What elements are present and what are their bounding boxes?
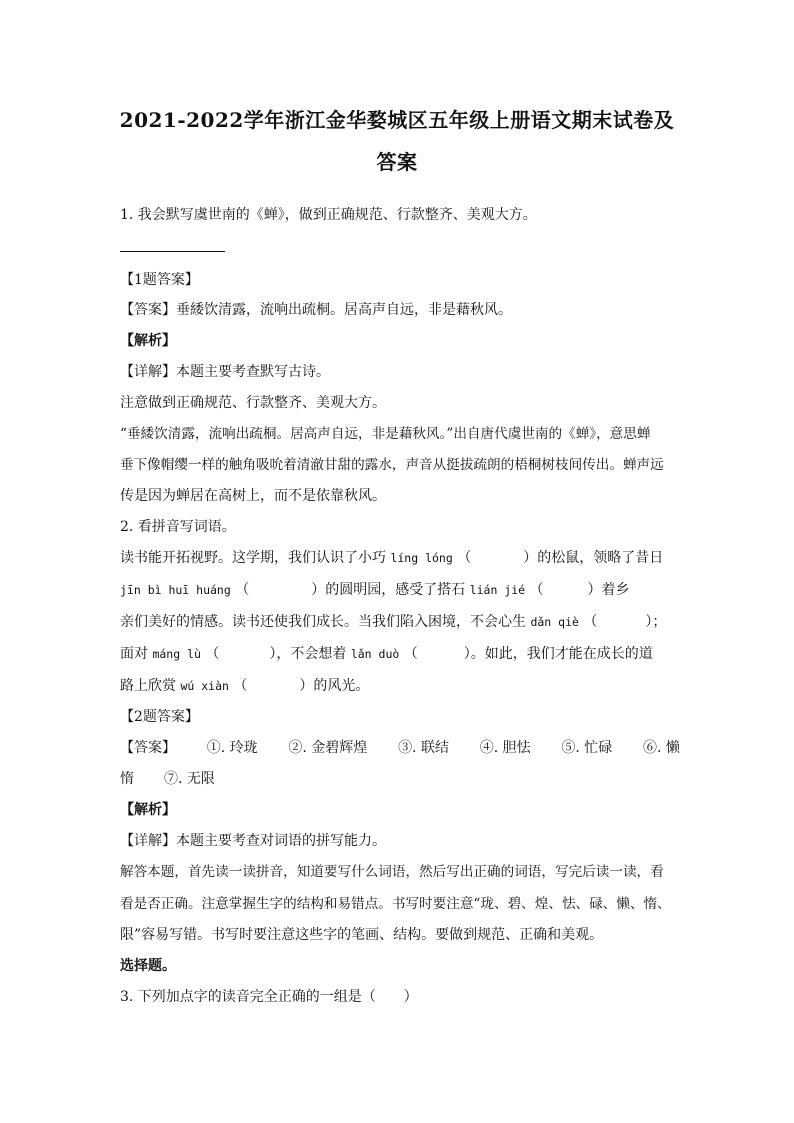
q2-answer-header: 【2题答案】 <box>120 709 199 725</box>
q2-answer-row-2 <box>120 769 680 789</box>
q2-pinyin: lián jié <box>469 583 526 597</box>
q2-text: ），不会想着 <box>269 646 347 662</box>
q2-passage-line-3 <box>120 612 680 632</box>
q2-pinyin: lǎn duò <box>350 647 400 661</box>
q2-text: ）着乡 <box>587 582 630 598</box>
q1-analysis-header: 【解析】 <box>120 333 176 349</box>
q2-analysis-header: 【解析】 <box>120 802 176 818</box>
q2-text: ）的风光。 <box>299 678 370 694</box>
q2-passage-line-2 <box>120 580 680 600</box>
q2-passage-line-1 <box>120 548 680 568</box>
q1-note: 注意做到正确规范、行款整齐、美观大方。 <box>120 395 386 411</box>
document-title-line2: 答案 <box>376 150 418 174</box>
q2-bracket-open: （ <box>583 614 598 630</box>
q2-explanation-2: 看是否正确。注意掌握生字的结构和易错点。书写时要注意“珑、碧、煌、怯、碌、懒、惰、 <box>120 896 671 912</box>
q2-pinyin: máng lù <box>152 647 201 661</box>
q2-pinyin: jīn bì huī huáng <box>120 583 231 597</box>
q2-pinyin: wú xiàn <box>180 679 229 693</box>
q2-explanation-1: 解答本题，首先读一读拼音，知道要写什么词语，然后写出正确的词语，写完后读一读，看 <box>120 864 664 880</box>
q2-bracket-open: （ <box>403 646 418 662</box>
q2-bracket-open: （ <box>205 646 220 662</box>
document-title-line1: 2021-2022学年浙江金华婺城区五年级上册语文期末试卷及 <box>119 108 675 132</box>
answer-blank-line <box>120 251 225 252</box>
q2-bracket-open: （ <box>529 582 544 598</box>
q1-detail: 【详解】本题主要考查默写古诗。 <box>120 364 330 380</box>
q2-answer-row <box>120 738 680 758</box>
q2-text: 面对 <box>120 646 148 662</box>
q2-text: ）。如此，我们才能在成长的道 <box>463 646 653 662</box>
q2-answer-item: 惰 <box>120 771 134 787</box>
q2-answer-item: ⑤. 忙碌 <box>561 740 613 756</box>
q1-explanation-1: “垂緌饮清露，流响出疏桐。居高声自远，非是藉秋风。”出自唐代虞世南的《蝉》，意思蝉 <box>120 426 651 442</box>
q2-detail: 【详解】本题主要考查对词语的拼写能力。 <box>120 833 386 849</box>
q2-text: 路上欣赏 <box>120 678 176 694</box>
q2-answer-item: ②. 金碧辉煌 <box>288 740 368 756</box>
q2-passage-line-5 <box>120 676 680 696</box>
q2-text: 读书能开拓视野。这学期，我们认识了小巧 <box>120 550 386 566</box>
q2-bracket-open: （ <box>235 582 250 598</box>
q2-pinyin: líng lóng <box>390 551 453 565</box>
q1-question: 1. 我会默写虞世南的《蝉》，做到正确规范、行款整齐、美观大方。 <box>120 207 537 223</box>
q2-text: ）的圆明园，感受了搭石 <box>311 582 466 598</box>
q1-answer: 【答案】垂緌饮清露，流响出疏桐。居高声自远，非是藉秋风。 <box>120 302 512 318</box>
q1-explanation-3: 传是因为蝉居在高树上，而不是依靠秋风。 <box>120 488 386 504</box>
q2-text: ）； <box>645 614 667 630</box>
q2-pinyin: dǎn qiè <box>530 615 579 629</box>
q2-answer-item: ⑦. 无限 <box>164 771 215 787</box>
q2-question: 2. 看拼音写词语。 <box>120 519 236 535</box>
q2-answer-label: 【答案】 <box>120 740 176 756</box>
section-heading: 选择题。 <box>120 958 176 974</box>
q2-bracket-open: （ <box>457 550 472 566</box>
q3-question: 3. 下列加点字的读音完全正确的一组是（ ） <box>120 989 418 1005</box>
q2-explanation-3: 限”容易写错。书写时要注意这些字的笔画、结构。要做到规范、正确和美观。 <box>120 927 604 943</box>
q2-answer-item: ⑥. 懒 <box>643 740 680 756</box>
q2-answer-item: ④. 胆怯 <box>479 740 531 756</box>
q2-text: ）的松鼠，领略了昔日 <box>523 550 664 566</box>
q2-text: 亲们美好的情感。读书还使我们成长。当我们陷入困境，不会心生 <box>120 614 526 630</box>
q2-passage-line-4 <box>120 644 680 664</box>
q2-bracket-open: （ <box>233 678 248 694</box>
q2-answer-item: ①. 玲珑 <box>206 740 258 756</box>
q1-answer-header: 【1题答案】 <box>120 272 199 288</box>
q2-answer-item: ③. 联结 <box>398 740 449 756</box>
q1-explanation-2: 垂下像帽缨一样的触角吸吮着清澈甘甜的露水，声音从挺拔疏朗的梧桐树枝间传出。蝉声远 <box>120 457 664 473</box>
